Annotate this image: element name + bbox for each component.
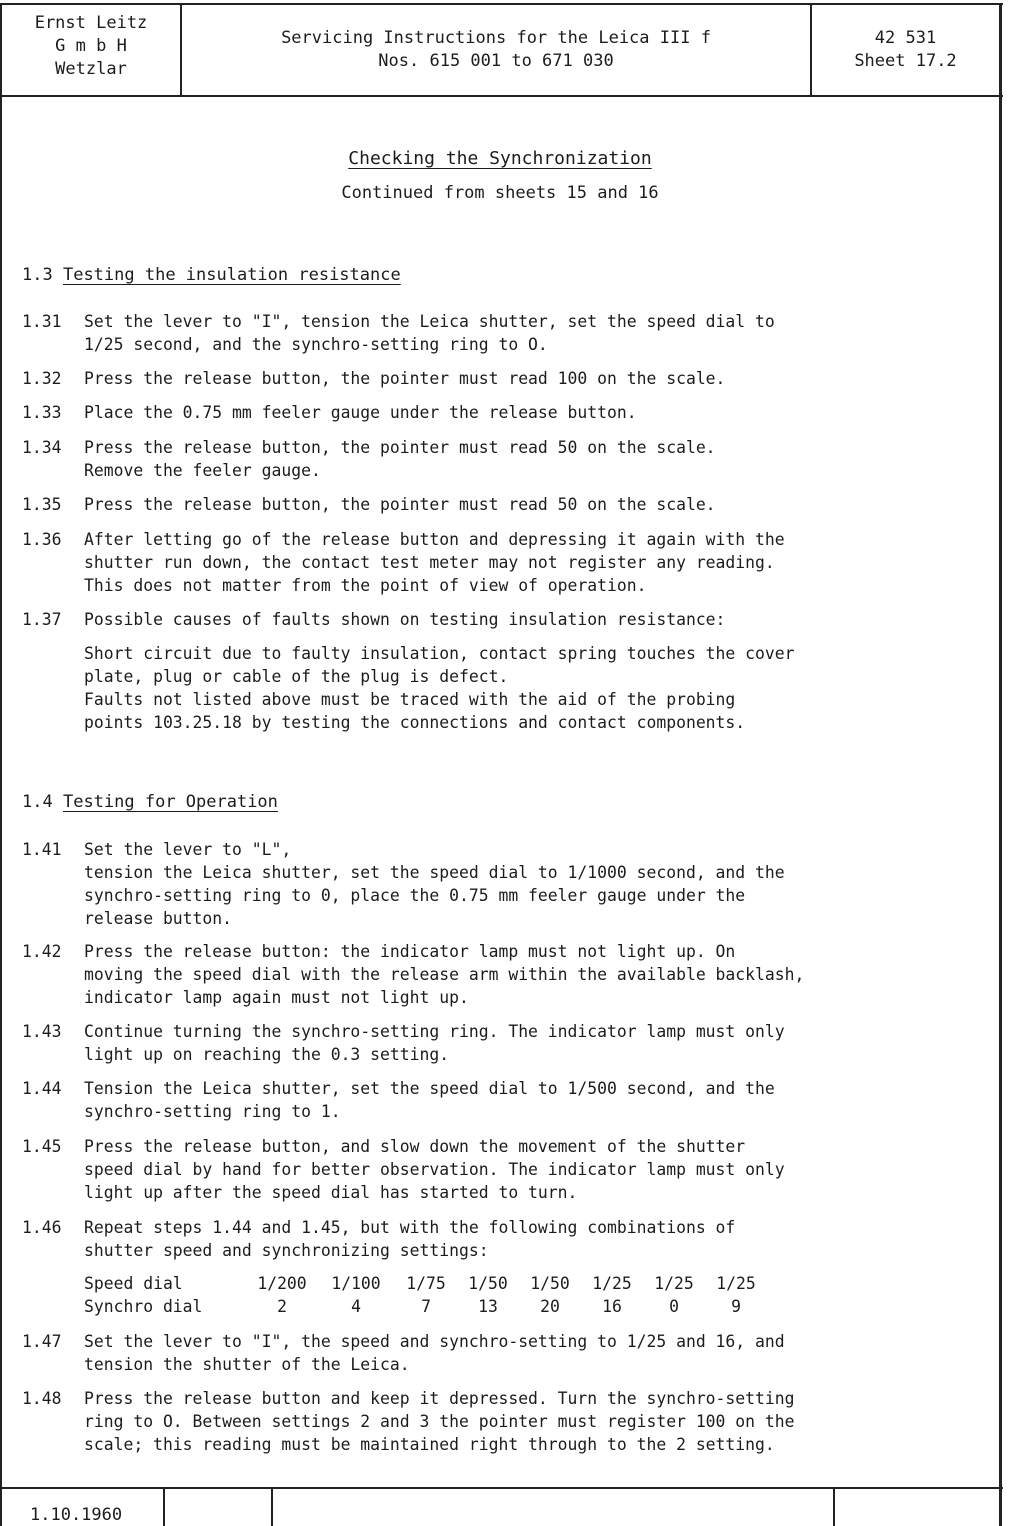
section-heading-1-3: 1.3 Testing the insulation resistance [22,265,401,285]
header-title-block [182,27,810,73]
speed-value: 1/25 [654,1274,694,1293]
footer-divider-1 [163,1487,165,1526]
speed-value: 1/50 [468,1274,508,1293]
document-number: 42 531 [874,28,937,48]
synchro-value: 4 [351,1297,361,1316]
company-form: G m b H [55,36,127,56]
settings-table [84,1272,784,1320]
footer-divider-2 [271,1487,273,1526]
company-block [2,12,180,81]
synchro-value: 9 [731,1297,741,1316]
synchro-dial-label: Synchro dial [84,1297,203,1316]
frame-top [0,3,1003,5]
header-title: Servicing Instructions for the Leica III f [281,28,711,48]
speed-value: 1/100 [331,1274,381,1293]
synchro-value: 16 [602,1297,622,1316]
speed-value: 1/25 [716,1274,756,1293]
synchro-value: 7 [421,1297,431,1316]
synchro-value: 2 [277,1297,287,1316]
speed-value: 1/50 [530,1274,570,1293]
speed-value: 1/75 [406,1274,446,1293]
speed-value: 1/200 [257,1274,307,1293]
page-title: Checking the Synchronization [348,148,652,169]
synchro-value: 13 [478,1297,498,1316]
header-serial-range: Nos. 615 001 to 671 030 [378,51,614,71]
frame-left [0,3,2,1526]
speed-dial-label: Speed dial [84,1274,183,1293]
sheet-number: Sheet 17.2 [854,51,957,71]
speed-value: 1/25 [592,1274,632,1293]
company-name: Ernst Leitz [34,13,148,33]
footer-date: 1.10.1960 [30,1505,123,1525]
section-heading-1-4: 1.4 Testing for Operation [22,792,278,812]
header-bottom-line [0,95,1003,97]
company-city: Wetzlar [55,59,127,79]
frame-right [999,3,1002,1526]
synchro-value: 0 [669,1297,679,1316]
page-subtitle: Continued from sheets 15 and 16 [341,183,659,203]
header-ref-block [812,27,999,73]
footer-top-line [0,1487,1003,1489]
synchro-value: 20 [540,1297,560,1316]
footer-divider-3 [833,1487,835,1526]
